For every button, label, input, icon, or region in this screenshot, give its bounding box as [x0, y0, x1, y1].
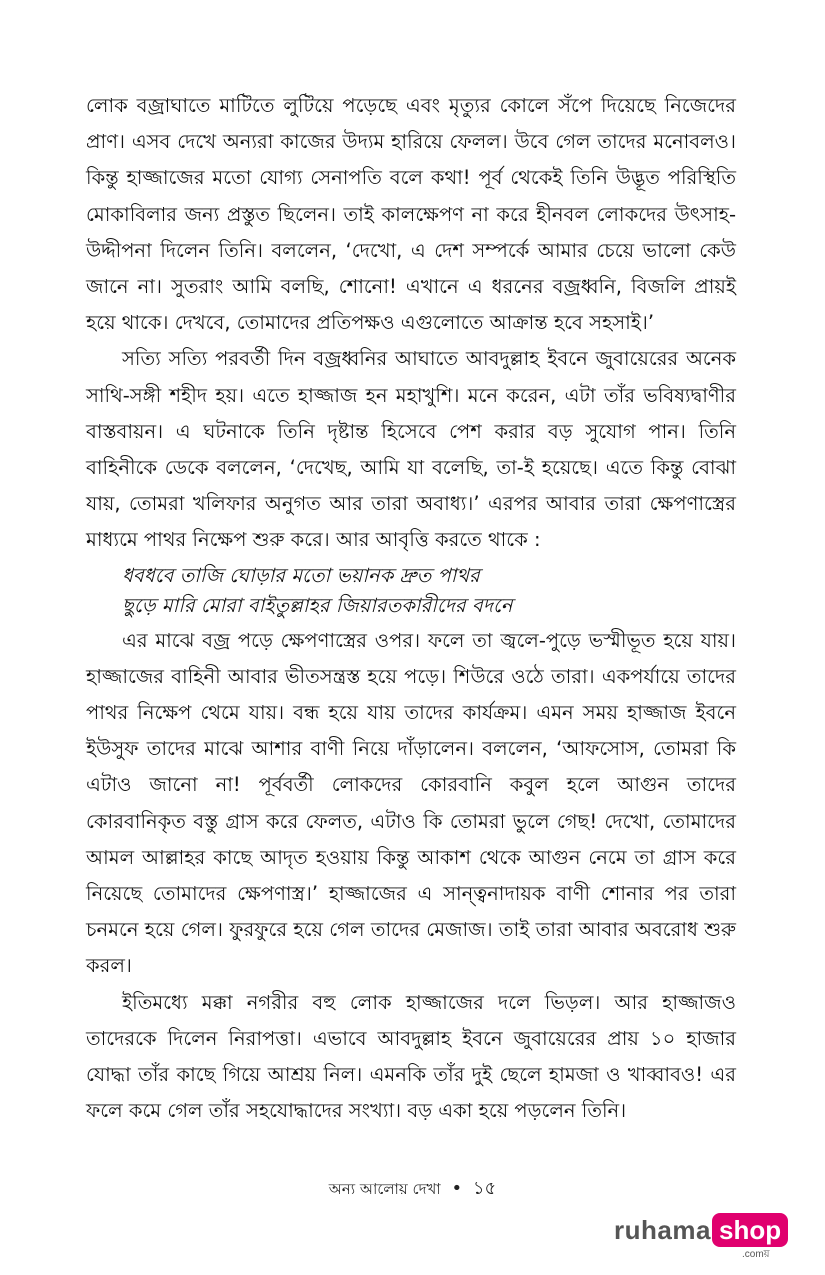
footer-book-title: অন্য আলোয় দেখা — [328, 1180, 441, 1198]
verse-block — [86, 561, 736, 621]
verse-line-2: ছুড়ে মারি মোরা বাইতুল্লাহর জিয়ারতকারীদের বদনে — [122, 593, 513, 617]
brand-logo-text: ruhama — [614, 1215, 711, 1245]
verse-line-1: ধবধবে তাজি ঘোড়ার মতো ভয়ানক দ্রুত পাথর — [122, 563, 480, 587]
brand-logo-domain: .comয় — [742, 1249, 770, 1260]
paragraph-3: এর মাঝে বজ্র পড়ে ক্ষেপণাস্ত্রের ওপর। ফলে তা জ্বলে-পুড়ে ভস্মীভূত হয়ে যায়। হাজ্জাজের বাহিনী আবার ভীতসন্ত্রস্ত হয়ে পড়ে। শিউরে ওঠে তারা। একপর্যায়ে তাদের পাথর নিক্ষেপ থেমে যায়। বন্ধ হয়ে যায় তাদের কার্যক্রম। এমন সময় হাজ্জাজ ইবনে ইউসুফ তাদের মাঝে আশার বাণী নিয়ে দাঁড়ালেন। বললেন, ‘আফসোস, তোমরা কি এটাও জানো না! পূর্ববর্তী লোকদের কোরবানি কবুল হলে আগুন তাদের কোরবানিকৃত বস্তু গ্রাস করে ফেলত, এটাও কি তোমরা ভুলে গেছ! দেখো, তোমাদের আমল আল্লাহর কাছে আদৃত হওয়ায় কিন্তু আকাশ থেকে আগুন নেমে তা গ্রাস করে নিয়েছে তোমাদের ক্ষেপণাস্ত্র।’ হাজ্জাজের এ সান্ত্বনাদায়ক বাণী শোনার পর তারা চনমনে হয়ে গেল। ফুরফুরে হয়ে গেল তাদের মেজাজ। তাই তারা আবার অবরোধ শুরু করল। — [86, 628, 736, 978]
page-footer — [0, 1174, 825, 1205]
brand-logo-box: shop — [712, 1213, 788, 1247]
paragraph-1: লোক বজ্রাঘাতে মাটিতে লুটিয়ে পড়েছে এবং মৃত্যুর কোলে সঁপে দিয়েছে নিজেদের প্রাণ। এসব দেখে অন্যরা কাজের উদ্যম হারিয়ে ফেলল। উবে গেল তাদের মনোবলও। কিন্তু হাজ্জাজের মতো যোগ্য সেনাপতি বলে কথা! পূর্ব থেকেই তিনি উদ্ভূত পরিস্থিতি মোকাবিলার জন্য প্রস্তুত ছিলেন। তাই কালক্ষেপণ না করে হীনবল লোকদের উৎসাহ-উদ্দীপনা দিলেন তিনি। বললেন, ‘দেখো, এ দেশ সম্পর্কে আমার চেয়ে ভালো কেউ জানে না। সুতরাং আমি বলছি, শোনো! এখানে এ ধরনের বজ্রধ্বনি, বিজলি প্রায়ই হয়ে থাকে। দেখবে, তোমাদের প্রতিপক্ষও এগুলোতে আক্রান্ত হবে সহসাই।’ — [86, 94, 736, 335]
brand-logo-watermark — [614, 1213, 784, 1259]
paragraph-4: ইতিমধ্যে মক্কা নগরীর বহু লোক হাজ্জাজের দলে ভিড়ল। আর হাজ্জাজও তাদেরকে দিলেন নিরাপত্তা। এভাবে আবদুল্লাহ ইবনে জুবায়েরের প্রায় ১০ হাজার যোদ্ধা তাঁর কাছে গিয়ে আশ্রয় নিল। এমনকি তাঁর দুই ছেলে হামজা ও খাব্বাবও! এর ফলে কমে গেল তাঁর সহযোদ্ধাদের সংখ্যা। বড় একা হয়ে পড়লেন তিনি। — [86, 990, 736, 1123]
footer-bullet: • — [451, 1178, 463, 1199]
paragraph-2: সত্যি সত্যি পরবর্তী দিন বজ্রধ্বনির আঘাতে আবদুল্লাহ ইবনে জুবায়েরের অনেক সাথি-সঙ্গী শহীদ হয়। এতে হাজ্জাজ হন মহাখুশি। মনে করেন, এটা তাঁর ভবিষ্যদ্বাণীর বাস্তবায়ন। এ ঘটনাকে তিনি দৃষ্টান্ত হিসেবে পেশ করার বড় সুযোগ পান। তিনি বাহিনীকে ডেকে বললেন, ‘দেখেছ, আমি যা বলেছি, তা-ই হয়েছে। এতে কিন্তু বোঝা যায়, তোমরা খলিফার অনুগত আর তারা অবাধ্য।’ এরপর আবার তারা ক্ষেপণাস্ত্রের মাধ্যমে পাথর নিক্ষেপ শুরু করে। আর আবৃত্তি করতে থাকে : — [86, 347, 736, 552]
page-number: ১৫ — [472, 1178, 497, 1199]
page-body — [86, 88, 736, 1129]
